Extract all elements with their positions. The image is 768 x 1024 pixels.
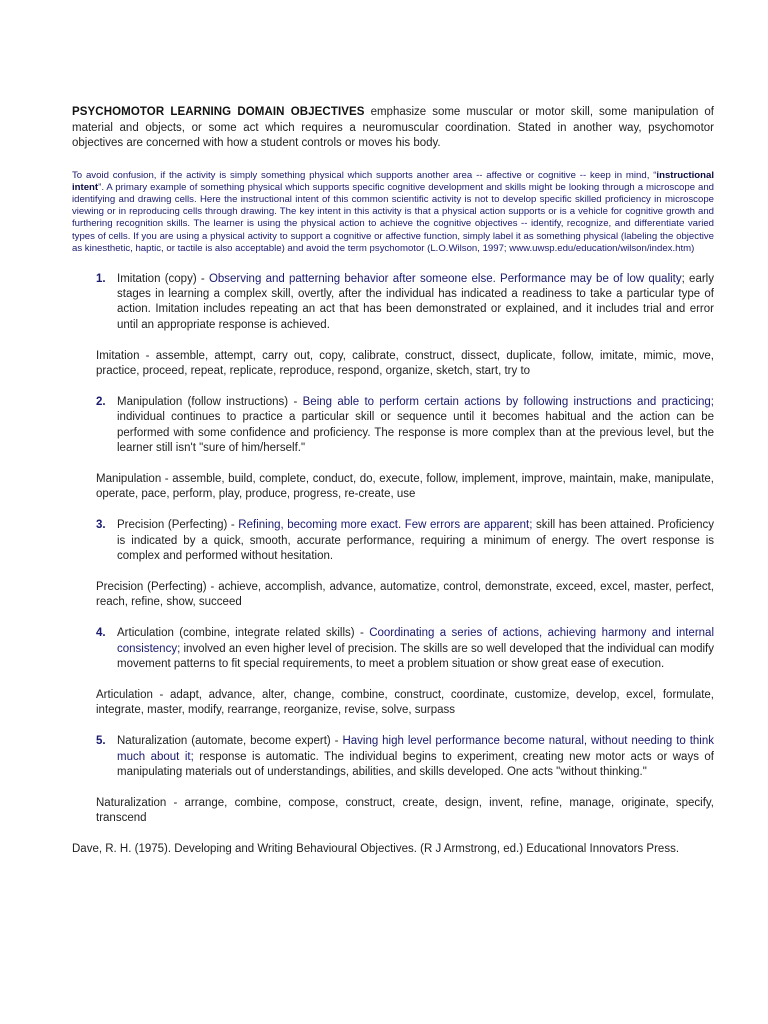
objective-number: 1. [96,272,106,285]
objective-number: 5. [96,735,106,748]
objective-highlight: Coordinating a series of actions, achieving harmony and internal consistency; [117,627,714,655]
verbs-naturalization: Naturalization - arrange, combine, compose, construct, create, design, invent, refine, manage, originate, specify, transcend [96,797,714,825]
instructional-intent-note [72,170,714,255]
note-text-after: ”. A primary example of something physical which supports specific cognitive development and skills might be looking through a microscope and identifying and drawing cells. Here the instructional intent of this common scientific activity is not to develop specific skilled proficiency in microscope viewing or in reproducing cells through drawing. The key intent in this activity is that a physical action supports or is a vehicle for cognitive growth and furthering recognition skills. The learner is using the physical action to achieve the cognitive objectives -- identify, recognize, and differentiate varied types of cells. If you are using a physical activity to support a cognitive or affective function, simply label it as something physical (labeling the objective as kinesthetic, haptic, or tactile is also acceptable) and avoid the term psychomotor (L.O.Wilson, 1997; www.uwsp.edu/education/wilson/index.htm) [72,181,714,254]
intro-paragraph [72,105,714,152]
intro-text: emphasize some muscular or motor skill, some manipulation of material and objects, or some act which requires a neuromuscular coordination. Stated in another way, psychomotor objectives are concerned with how a student controls or moves his body. [72,106,715,149]
objective-number: 2. [96,396,106,409]
reference-citation: Dave, R. H. (1975). Developing and Writing Behavioural Objectives. (R J Armstrong, ed.) Educational Innovators Press. [72,843,680,856]
objective-lead: Imitation (copy) - [117,272,209,285]
note-text-before: To avoid confusion, if the activity is simply something physical which supports another area -- affective or cognitive -- keep in mind, “ [72,169,657,181]
objective-imitation [96,272,714,333]
document-page [72,105,714,869]
objective-description: involved an even higher level of precision. The skills are so well developed that the individual can modify movement patterns to fit special requirements, to meet a problem situation or show great ease of execution. [117,642,714,670]
objective-precision [96,518,714,564]
note-bold-term: instructional intent [72,169,714,193]
objective-manipulation [96,395,714,456]
objective-lead: Naturalization (automate, become expert) - [117,735,343,748]
objective-highlight: Being able to perform certain actions by following instructions and practicing; [302,396,714,409]
objective-description: response is automatic. The individual begins to experiment, creating new motor acts or ways of manipulating materials out of understandings, abilities, and skills developed. One acts "without thinking." [117,750,715,778]
objective-highlight: Observing and patterning behavior after someone else. Performance may be of low quality [208,272,682,285]
objective-number: 3. [96,519,106,532]
objective-highlight: Refining, becoming more exact. Few errors are apparent; [238,519,533,532]
page-title: PSYCHOMOTOR LEARNING DOMAIN OBJECTIVES [72,106,365,118]
objective-description: ; early stages in learning a complex skill, overtly, after the individual has indicated a readiness to take a particular type of action. Imitation includes repeating an act that has been demonstrated or explained, and it includes trial and error until an appropriate response is achieved. [117,272,714,331]
objective-lead: Articulation (combine, integrate related skills) - [117,627,370,640]
objective-lead: Manipulation (follow instructions) - [117,396,303,409]
verbs-precision: Precision (Perfecting) - achieve, accomplish, advance, automatize, control, demonstrate, exceed, excel, master, perfect, reach, refine, show, succeed [96,580,714,609]
objective-highlight: Having high level performance become natural, without needing to think much about it; [117,735,715,763]
objective-articulation [96,626,714,672]
objective-naturalization [96,734,714,780]
verbs-articulation: Articulation - adapt, advance, alter, change, combine, construct, coordinate, customize, develop, excel, formulate, integrate, master, modify, rearrange, reorganize, revise, solve, surpass [96,688,714,717]
objective-number: 4. [96,627,106,640]
verbs-imitation: Imitation - assemble, attempt, carry out, copy, calibrate, construct, dissect, duplicate, follow, imitate, mimic, move, practice, proceed, repeat, replicate, reproduce, respond, organize, sketch, start, try to [96,349,714,377]
objective-description: individual continues to practice a particular skill or sequence until it becomes habitual and the action can be performed with some confidence and proficiency. The response is more complex than at the previous level, but the learner still isn't "sure of him/herself." [117,411,714,454]
verbs-manipulation: Manipulation - assemble, build, complete, conduct, do, execute, follow, implement, improve, maintain, make, manipulate, operate, pace, perform, play, produce, progress, re-create, use [96,472,714,501]
objective-lead: Precision (Perfecting) - [117,519,239,532]
objective-description: skill has been attained. Proficiency is indicated by a quick, smooth, accurate performance, requiring a minimum of energy. The overt response is complex and performed without hesitation. [117,519,714,562]
